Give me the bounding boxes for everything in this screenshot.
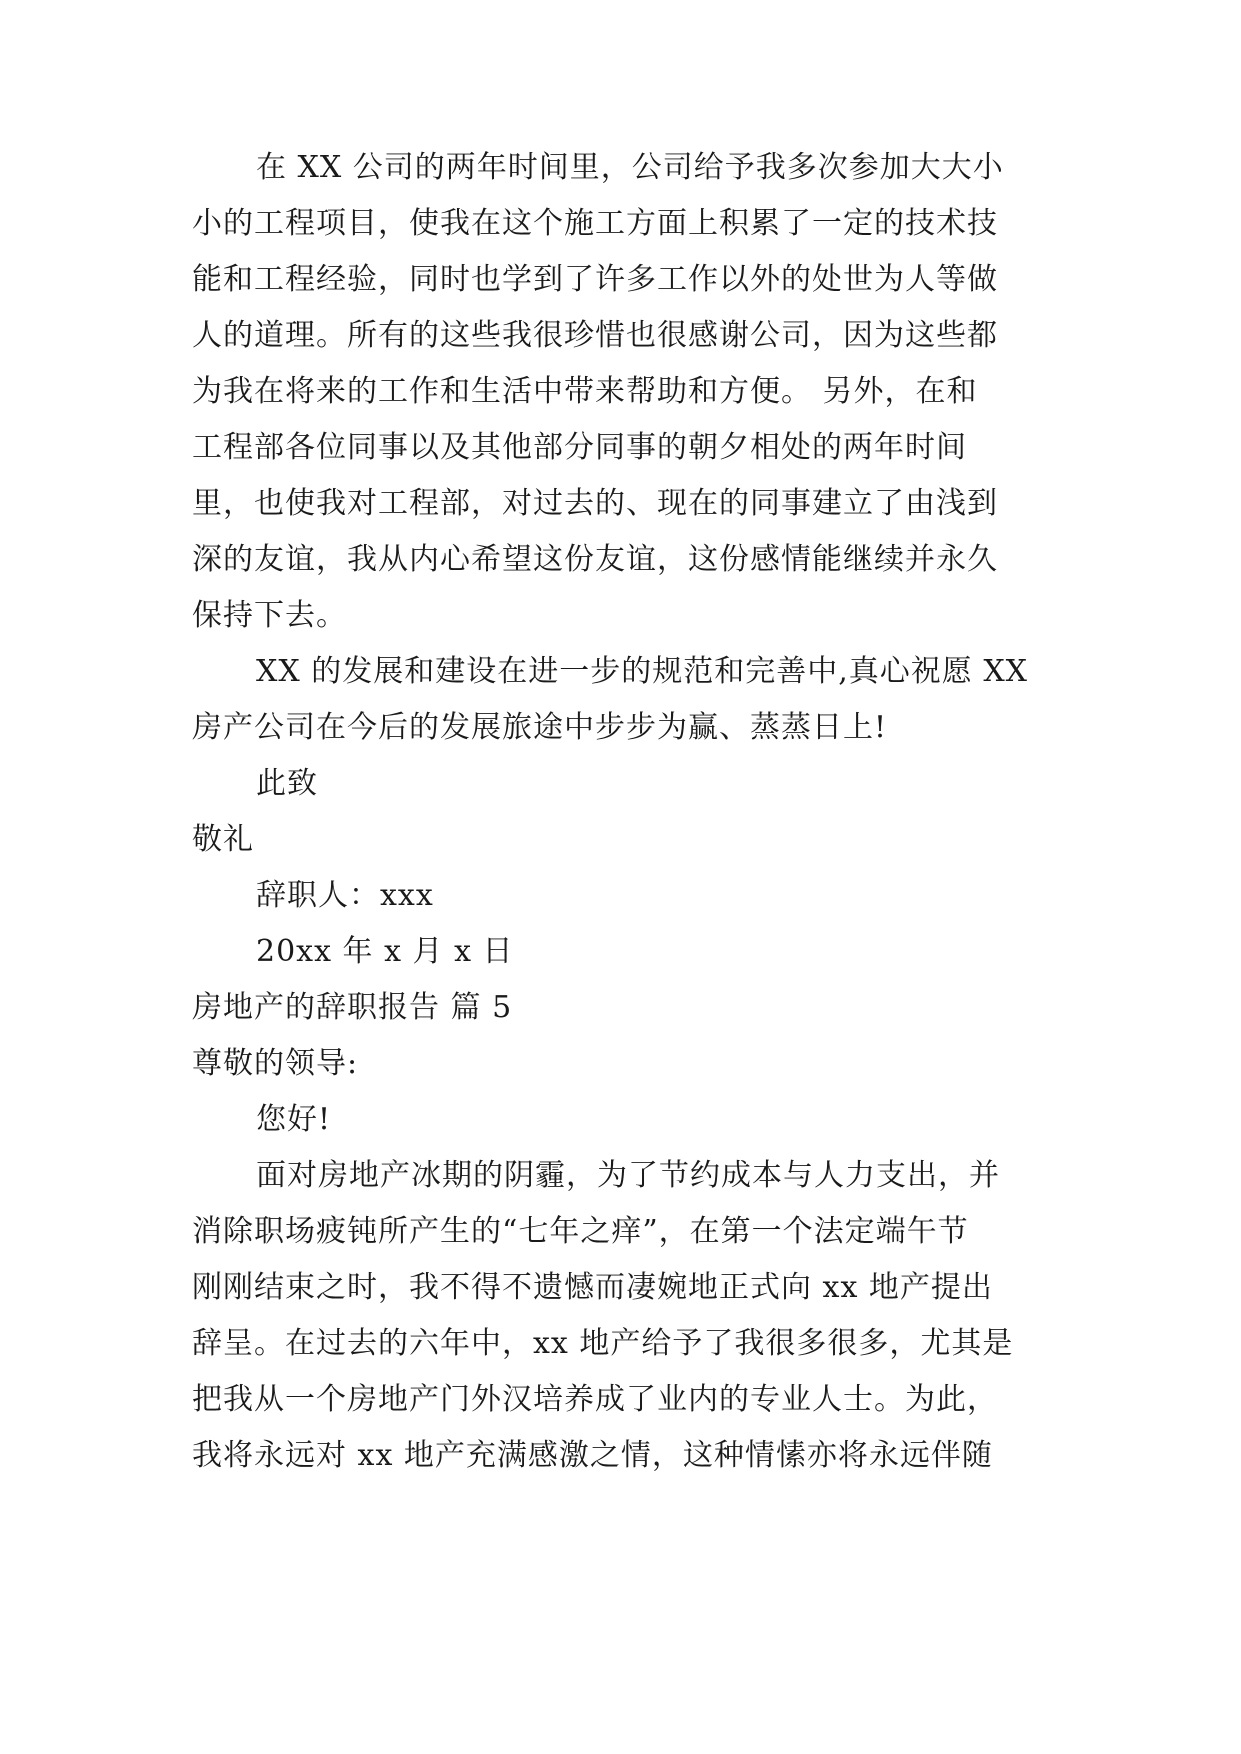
paragraph-line: 房产公司在今后的发展旅途中步步为赢、蒸蒸日上! — [192, 710, 888, 745]
paragraph-line: 面对房地产冰期的阴霾，为了节约成本与人力支出，并 — [256, 1158, 1000, 1193]
paragraph-line: 在 XX 公司的两年时间里，公司给予我多次参加大大小 — [256, 150, 1004, 185]
paragraph-line: 深的友谊，我从内心希望这份友谊，这份感情能继续并永久 — [192, 542, 998, 577]
paragraph-line: 为我在将来的工作和生活中带来帮助和方便。 另外，在和 — [192, 374, 978, 409]
signature-date: 20xx 年 x 月 x 日 — [256, 934, 514, 969]
paragraph-line: 保持下去。 — [192, 598, 347, 633]
paragraph-line: 把我从一个房地产门外汉培养成了业内的专业人士。为此， — [192, 1382, 998, 1417]
paragraph-line: 刚刚结束之时，我不得不遗憾而凄婉地正式向 xx 地产提出 — [192, 1270, 993, 1305]
closing-respect: 敬礼 — [192, 822, 254, 857]
section-heading: 房地产的辞职报告 篇 5 — [192, 990, 513, 1025]
closing-salutation: 此致 — [256, 766, 318, 801]
paragraph-line: 里，也使我对工程部，对过去的、现在的同事建立了由浅到 — [192, 486, 998, 521]
paragraph-line: 消除职场疲钝所产生的“七年之痒”，在第一个法定端午节 — [192, 1214, 969, 1249]
paragraph-line: 能和工程经验，同时也学到了许多工作以外的处世为人等做 — [192, 262, 998, 297]
paragraph-line: 人的道理。所有的这些我很珍惜也很感谢公司，因为这些都 — [192, 318, 998, 353]
greeting-hello: 您好! — [256, 1102, 332, 1137]
addressee: 尊敬的领导: — [192, 1046, 359, 1081]
paragraph-line: 辞呈。在过去的六年中，xx 地产给予了我很多很多，尤其是 — [192, 1326, 1014, 1361]
signer-name: 辞职人：xxx — [256, 878, 434, 913]
paragraph-line: 小的工程项目，使我在这个施工方面上积累了一定的技术技 — [192, 206, 998, 241]
paragraph-line: 我将永远对 xx 地产充满感激之情，这种情愫亦将永远伴随 — [192, 1438, 993, 1473]
paragraph-line: XX 的发展和建设在进一步的规范和完善中,真心祝愿 XX — [256, 654, 1029, 689]
paragraph-line: 工程部各位同事以及其他部分同事的朝夕相处的两年时间 — [192, 430, 967, 465]
